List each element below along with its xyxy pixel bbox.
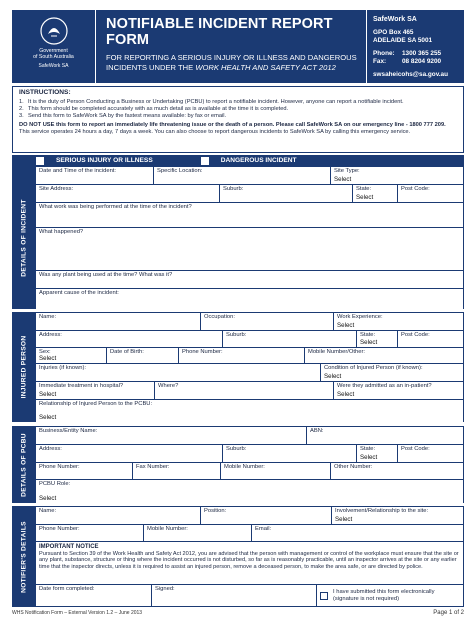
pcbu-phone-field[interactable] bbox=[36, 463, 132, 480]
apparent-cause-label: Apparent cause of the incident: bbox=[39, 290, 119, 296]
notifier-phone-field[interactable] bbox=[36, 525, 143, 541]
instructions-box bbox=[12, 86, 464, 153]
injured-side-bar bbox=[12, 312, 36, 422]
fax-label: Fax: bbox=[373, 58, 387, 65]
notifier-grid bbox=[36, 506, 464, 607]
fax-value: 08 8204 9200 bbox=[402, 58, 442, 65]
dangerous-incident-label: DANGEROUS INCIDENT bbox=[220, 157, 297, 164]
notifier-row-2 bbox=[36, 525, 463, 542]
site-suburb-field[interactable] bbox=[219, 185, 352, 202]
injured-mobile-field[interactable] bbox=[304, 348, 463, 363]
injured-row-5 bbox=[36, 382, 463, 400]
inpatient-label: Were they admitted as an in-patient? bbox=[337, 383, 432, 389]
condition-select[interactable]: Select bbox=[324, 373, 342, 380]
form-subtitle bbox=[106, 53, 360, 72]
pcbu-suburb-label: Suburb: bbox=[226, 445, 247, 452]
injured-phone-field[interactable] bbox=[178, 348, 304, 363]
relationship-select[interactable]: Select bbox=[39, 414, 57, 421]
notifier-row-1 bbox=[36, 507, 463, 525]
address-line-2: ADELAIDE SA 5001 bbox=[373, 37, 433, 44]
involvement-label: Involvement/Relationship to the site: bbox=[335, 508, 429, 514]
phone-value: 1300 365 255 bbox=[402, 50, 442, 57]
hospital-where-field[interactable] bbox=[154, 382, 333, 399]
incident-grid bbox=[36, 166, 464, 309]
inpatient-field[interactable] bbox=[333, 382, 463, 399]
work-experience-select[interactable]: Select bbox=[337, 322, 355, 329]
condition-label: Condition of Injured Person (if known): bbox=[324, 365, 423, 371]
instruction-num: 2. bbox=[19, 105, 24, 112]
injuries-field[interactable] bbox=[36, 364, 320, 381]
notifier-phone-label: Phone Number: bbox=[39, 526, 80, 532]
important-notice bbox=[36, 542, 463, 584]
notifier-name-field[interactable] bbox=[36, 507, 200, 524]
injured-address-field[interactable] bbox=[36, 331, 222, 347]
pcbu-section bbox=[12, 426, 464, 503]
abn-label: ABN: bbox=[310, 428, 324, 434]
notifier-side-bar bbox=[12, 506, 36, 607]
pcbu-fax-field[interactable] bbox=[132, 463, 220, 480]
site-type-label: Site Type: bbox=[334, 168, 360, 174]
relationship-field[interactable] bbox=[36, 400, 463, 422]
instruction-text: It is the duty of Person Conducting a Business or Undertaking (PCBU) to report a notifiable incident. However, anyone can report a notifiable incident. bbox=[28, 98, 404, 105]
logo-line-2: of South Australia bbox=[33, 54, 74, 60]
incident-date-field[interactable] bbox=[36, 167, 153, 184]
site-state-field[interactable] bbox=[352, 185, 397, 202]
pcbu-mobile-label: Mobile Number: bbox=[224, 463, 265, 470]
notifier-side-label: NOTIFIER'S DETAILS bbox=[20, 520, 28, 593]
injured-name-field[interactable] bbox=[36, 313, 200, 330]
serious-injury-label: SERIOUS INJURY OR ILLNESS bbox=[56, 157, 153, 164]
pcbu-grid bbox=[36, 426, 464, 503]
involvement-field[interactable] bbox=[331, 507, 463, 524]
site-state-label: State: bbox=[356, 186, 372, 192]
incident-row-2 bbox=[36, 185, 463, 203]
fax-row bbox=[373, 58, 464, 66]
inpatient-select[interactable]: Select bbox=[337, 391, 355, 398]
notifier-email-field[interactable] bbox=[251, 525, 463, 541]
page-footer bbox=[12, 610, 464, 616]
injured-row-3 bbox=[36, 348, 463, 364]
incident-location-field[interactable] bbox=[153, 167, 330, 184]
phone-row bbox=[373, 50, 464, 58]
emergency-warning bbox=[19, 122, 457, 136]
incident-row-4 bbox=[36, 228, 463, 271]
form-title: NOTIFIABLE INCIDENT REPORT FORM bbox=[106, 16, 333, 48]
instruction-text: This form should be completed accurately with as much detail as is available at the time it is completed. bbox=[28, 105, 289, 112]
notice-title: IMPORTANT NOTICE bbox=[39, 544, 99, 550]
notifier-email-label: Email: bbox=[255, 526, 272, 532]
dangerous-incident-checkbox[interactable] bbox=[201, 157, 209, 165]
pcbu-other-label: Other Number: bbox=[334, 463, 373, 470]
incident-row-5 bbox=[36, 271, 463, 289]
injured-state-label: State: bbox=[360, 332, 376, 338]
pcbu-address-field[interactable] bbox=[36, 445, 222, 462]
warning-bold: DO NOT USE this form to report an immediately life threatening issue or the death of a person. Please call SafeWork SA on our emergency line - 1800 777 209. bbox=[19, 121, 446, 128]
injured-suburb-label: Suburb: bbox=[226, 332, 247, 338]
signature-label: Signed: bbox=[155, 586, 175, 592]
pcbu-role-field[interactable] bbox=[36, 480, 463, 503]
instruction-num: 1. bbox=[19, 98, 24, 105]
government-logo bbox=[12, 10, 96, 83]
plant-label: Was any plant being used at the time? What was it? bbox=[39, 272, 173, 278]
submitted-electronically-option[interactable] bbox=[316, 585, 463, 606]
injured-row-2 bbox=[36, 331, 463, 348]
injured-grid bbox=[36, 312, 464, 422]
date-completed-label: Date form completed: bbox=[39, 586, 95, 592]
site-suburb-label: Suburb: bbox=[223, 186, 244, 192]
treatment-field[interactable] bbox=[36, 382, 154, 399]
contact-email[interactable]: swsaheicohs@sa.gov.au bbox=[373, 71, 449, 78]
address-line-1: GPO Box 465 bbox=[373, 29, 414, 36]
pcbu-suburb-field[interactable] bbox=[222, 445, 356, 462]
what-happened-label: What happened? bbox=[39, 229, 84, 235]
phone-label: Phone: bbox=[373, 50, 395, 57]
pcbu-side-bar bbox=[12, 426, 36, 503]
site-type-select[interactable]: Select bbox=[334, 176, 352, 183]
warning-rest: This service operates 24 hours a day, 7 days a week. You can also choose to report dangerous incidents to SafeWork SA by calling this emergency service. bbox=[19, 128, 411, 135]
pcbu-state-label: State: bbox=[360, 445, 376, 452]
what-happened-field[interactable] bbox=[36, 228, 463, 270]
serious-injury-option[interactable] bbox=[36, 157, 153, 165]
injured-name-label: Name: bbox=[39, 314, 57, 320]
treatment-select[interactable]: Select bbox=[39, 391, 57, 398]
injured-dob-field[interactable] bbox=[106, 348, 178, 363]
injured-dob-label: Date of Birth: bbox=[110, 349, 144, 355]
injured-postcode-label: Post Code: bbox=[401, 332, 430, 338]
injured-address-label: Address: bbox=[39, 332, 62, 338]
instruction-item bbox=[19, 113, 457, 120]
logo-line-1: Government bbox=[39, 48, 68, 54]
pcbu-state-field[interactable] bbox=[356, 445, 397, 462]
injured-mobile-label: Mobile Number/Other: bbox=[308, 349, 366, 355]
pcbu-postcode-label: Post Code: bbox=[401, 445, 430, 452]
work-performed-field[interactable] bbox=[36, 203, 463, 227]
apparent-cause-field[interactable] bbox=[36, 289, 463, 309]
site-postcode-label: Post Code: bbox=[401, 186, 430, 192]
injured-state-field[interactable] bbox=[356, 331, 397, 347]
injured-phone-label: Phone Number: bbox=[182, 349, 223, 355]
notifier-row-3 bbox=[36, 542, 463, 585]
pcbu-row-4 bbox=[36, 480, 463, 503]
injured-section bbox=[12, 312, 464, 422]
incident-side-label: DETAILS OF INCIDENT bbox=[20, 198, 28, 277]
site-address-field[interactable] bbox=[36, 185, 219, 202]
subtitle-act: WORK HEALTH AND SAFETY ACT 2012 bbox=[195, 62, 336, 72]
condition-field[interactable] bbox=[320, 364, 463, 381]
injured-side-label: INJURED PERSON bbox=[20, 335, 28, 399]
pcbu-row-3 bbox=[36, 463, 463, 481]
instruction-num: 3. bbox=[19, 112, 24, 119]
instruction-text: Send this form to SafeWork SA by the fastest means available: by fax or email. bbox=[28, 112, 227, 119]
pcbu-state-select[interactable]: Select bbox=[360, 453, 378, 461]
notice-text: Pursuant to Section 39 of the Work Health and Safety Act 2012, you are advised that the person with management or control of the workplace must ensure that the site or any plant, substance, structure or thing where the incident occurred is not disturbed, so far as is reasonably practicable, until an inspector arrives at the site or any earlier time that the inspector directs, unless it is required to assist an injured person, remove a deceased person, to make the area safe, or are directed by police. bbox=[39, 550, 459, 571]
pcbu-phone-label: Phone Number: bbox=[39, 463, 80, 470]
date-completed-field[interactable] bbox=[36, 585, 151, 606]
abn-field[interactable] bbox=[306, 427, 463, 444]
site-address-label: Site Address: bbox=[39, 186, 74, 192]
notifier-mobile-field[interactable] bbox=[143, 525, 251, 541]
signature-field[interactable] bbox=[151, 585, 316, 606]
injured-postcode-field[interactable] bbox=[397, 331, 463, 347]
contact-block bbox=[366, 10, 464, 83]
injured-row-6 bbox=[36, 400, 463, 422]
incident-section bbox=[12, 166, 464, 309]
notifier-section bbox=[12, 506, 464, 607]
pcbu-row-2 bbox=[36, 445, 463, 463]
serious-injury-checkbox[interactable] bbox=[36, 157, 44, 165]
notifier-row-4 bbox=[36, 585, 463, 607]
plant-field[interactable] bbox=[36, 271, 463, 288]
site-postcode-field[interactable] bbox=[397, 185, 463, 202]
injured-row-1 bbox=[36, 313, 463, 331]
business-name-field[interactable] bbox=[36, 427, 306, 444]
page-number: Page 1 of 2 bbox=[433, 610, 464, 616]
footer-version: WHS Notification Form – External Version 1.2 – June 2013 bbox=[12, 610, 143, 616]
work-experience-label: Work Experience: bbox=[337, 314, 383, 320]
hospital-where-label: Where? bbox=[158, 383, 179, 389]
org-name: SafeWork SA bbox=[373, 16, 417, 23]
submitted-electronically-label: I have submitted this form electronically (signature is not required) bbox=[333, 588, 435, 602]
work-experience-field[interactable] bbox=[333, 313, 463, 330]
instruction-item bbox=[19, 99, 457, 106]
pcbu-row-1 bbox=[36, 427, 463, 445]
logo-text bbox=[33, 48, 74, 60]
site-state-select[interactable]: Select bbox=[356, 194, 374, 201]
work-performed-label: What work was being performed at the time of the incident? bbox=[39, 204, 192, 210]
instructions-heading: INSTRUCTIONS: bbox=[19, 89, 71, 96]
injured-sex-field[interactable] bbox=[36, 348, 106, 363]
treatment-label: Immediate treatment in hospital? bbox=[39, 383, 124, 389]
incident-side-bar bbox=[12, 166, 36, 309]
injured-sex-select[interactable]: Select bbox=[39, 355, 57, 362]
logo-sub: SafeWork SA bbox=[38, 63, 69, 69]
submitted-electronically-checkbox[interactable] bbox=[320, 592, 328, 600]
incident-row-1 bbox=[36, 167, 463, 185]
subtitle-text: FOR REPORTING A SERIOUS INJURY OR ILLNESS AND DANGEROUS INCIDENTS UNDER THE bbox=[106, 53, 357, 72]
dangerous-incident-option[interactable] bbox=[201, 157, 297, 165]
business-name-label: Business/Entity Name: bbox=[39, 428, 98, 434]
injured-occupation-field[interactable] bbox=[200, 313, 333, 330]
instruction-item bbox=[19, 106, 457, 113]
pcbu-postcode-field[interactable] bbox=[397, 445, 463, 462]
site-type-field[interactable] bbox=[330, 167, 463, 184]
incident-location-label: Specific Location: bbox=[157, 168, 203, 174]
incident-row-3 bbox=[36, 203, 463, 228]
involvement-select[interactable]: Select bbox=[335, 516, 353, 523]
injured-suburb-field[interactable] bbox=[222, 331, 356, 347]
notifier-mobile-label: Mobile Number: bbox=[147, 526, 188, 532]
pcbu-fax-label: Fax Number: bbox=[136, 463, 170, 470]
pcbu-role-label: PCBU Role: bbox=[39, 481, 71, 488]
form-header bbox=[12, 10, 464, 83]
crest-icon bbox=[39, 16, 69, 46]
relationship-label: Relationship of Injured Person to the PCBU: bbox=[39, 401, 153, 407]
injuries-label: Injuries (if known): bbox=[39, 365, 87, 371]
notifier-position-label: Position: bbox=[204, 508, 227, 514]
notifier-position-field[interactable] bbox=[200, 507, 331, 524]
title-block bbox=[96, 10, 366, 83]
incident-date-label: Date and Time of the incident: bbox=[39, 168, 117, 174]
pcbu-side-label: DETAILS OF PCBU bbox=[20, 432, 28, 497]
pcbu-other-field[interactable] bbox=[330, 463, 463, 480]
injured-sex-label: Sex: bbox=[39, 349, 51, 355]
incident-row-6 bbox=[36, 289, 463, 309]
incident-type-bar bbox=[12, 155, 464, 166]
injured-state-select[interactable]: Select bbox=[360, 339, 378, 346]
injured-row-4 bbox=[36, 364, 463, 382]
pcbu-address-label: Address: bbox=[39, 445, 62, 452]
pcbu-mobile-field[interactable] bbox=[220, 463, 330, 480]
injured-occupation-label: Occupation: bbox=[204, 314, 235, 320]
pcbu-role-select[interactable]: Select bbox=[39, 494, 57, 502]
notifier-name-label: Name: bbox=[39, 508, 57, 514]
